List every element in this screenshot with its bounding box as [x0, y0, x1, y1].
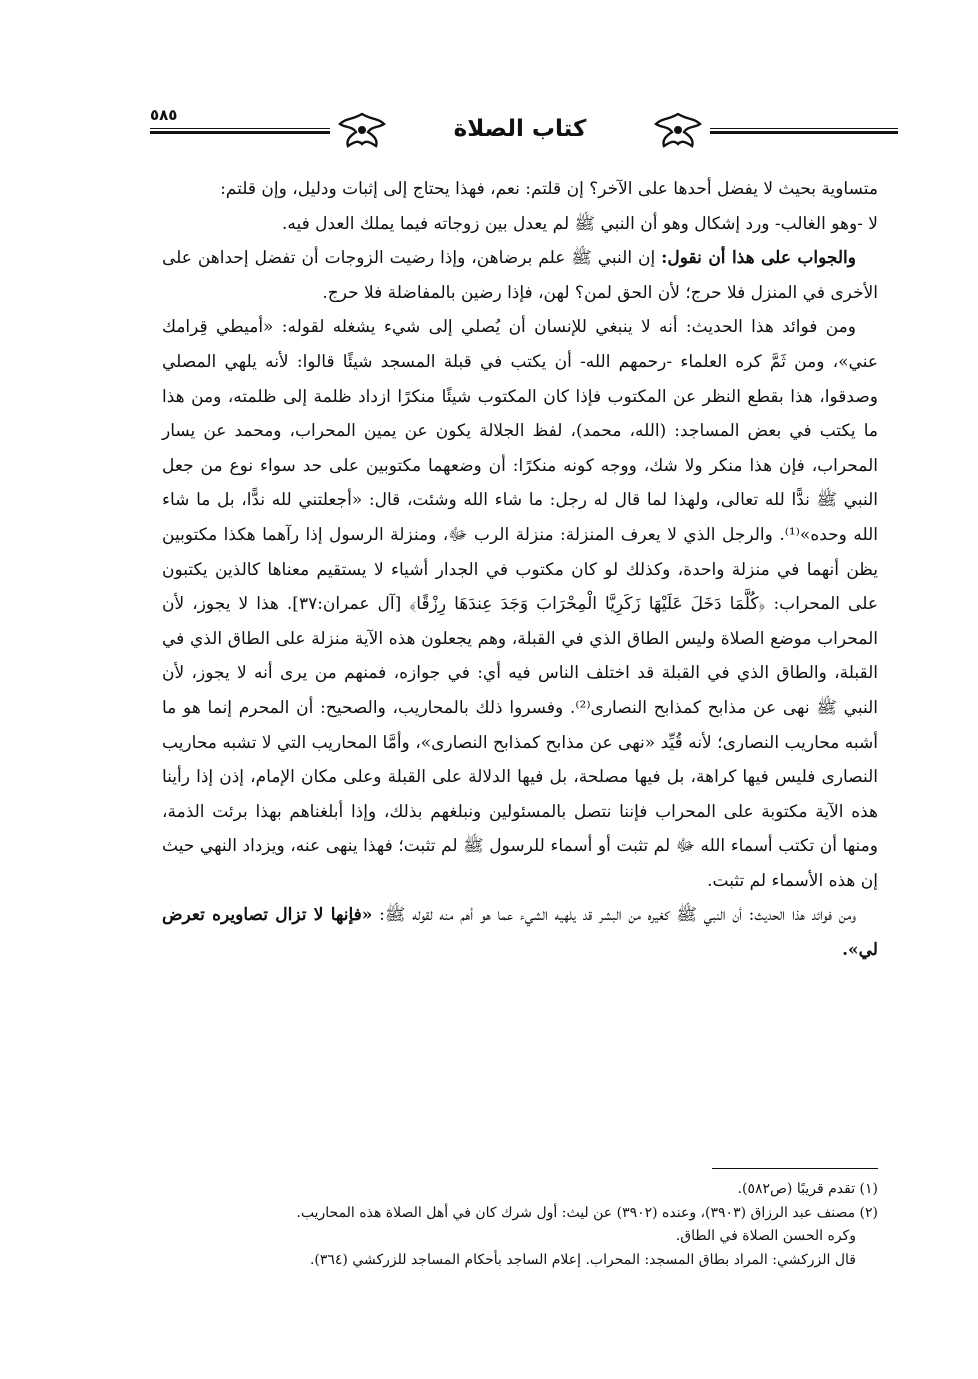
footnote-2: (٢) مصنف عبد الرزاق (٣٩٠٣)، وعنده (٣٩٠٢) عن ليث: أول شرك كان في أهل الصلاة هذه المحاريب.	[296, 1204, 878, 1221]
right-ornament-icon	[650, 110, 706, 150]
header-rule-right	[710, 131, 898, 134]
last-text: ومن فوائد هذا الحديث: أن النبي ﷺ كغيره من البشر قد يلهيه الشيء عما هو أهم منه لقوله ﷺ:	[372, 905, 857, 926]
header-rule-right-thin	[710, 128, 898, 129]
footnotes	[162, 1178, 878, 1272]
paragraph-line: متساوية بحيث لا يفضل أحدها على الآخر؟ إن قلتم: نعم، فهذا يحتاج إلى إثبات ودليل، وإن قلتم:	[220, 179, 878, 199]
footnote-2-continuation: قال الزركشي: المراد بطاق المسجد: المحراب. إعلام الساجد بأحكام المساجد للزركشي (٣٦٤).	[309, 1251, 856, 1268]
header-rule-left	[150, 131, 330, 134]
paragraph-last	[162, 898, 878, 967]
running-header	[150, 104, 898, 164]
page-number: ٥٨٥	[150, 106, 178, 124]
paragraph-line: لا -وهو الغالب- ورد إشكال وهو أن النبي ﷺ لم يعدل بين زوجاته فيما يملك العدل فيه.	[281, 213, 878, 234]
footnote-1: (١) تقدم قريبًا (ص٥٨٢).	[737, 1181, 878, 1197]
header-rule-left-thin	[150, 128, 330, 129]
paragraph-benefits: ومن فوائد هذا الحديث: أنه لا ينبغي للإنسان أن يُصلي إلى شيء يشغله لقوله: «أميطي قِرامك عني»، ومن ثَمَّ كره العلماء -رحمهم الله- أن يكتب في قبلة المسجد شيئًا قالوا: لأنه يلهي المصلي وصدقوا، هذا بقطع النظر عن المكتوب فإذا كان المكتوب شيئًا منكرًا ازداد ظلمة إلى ظلمته، ومن هذا ما يكتب في بعض المساجد: (الله، محمد)، لفظ الجلالة يكون عن يمين المحراب، ومحمد عن يسار المحراب، فإن هذا منكر ولا شك، ووجه كونه منكرًا: أن وضعهما مكتوبين على حد سواء نوع من جعل النبي ﷺ ندًّا لله تعالى، ولهذا لما قال له رجل: ما شاء الله وشئت، قال: «أجعلتني لله ندًّا، بل ما شاء الله وحده»⁽¹⁾. والرجل الذي لا يعرف المنزلة: منزلة الرب ﷻ، ومنزلة الرسول إذا رآهما هكذا مكتوبين يظن أنهما في منزلة واحدة، وكذلك لو كان مكتوب في الجدار أشياء لا يستقيم معناها كالذين يكتبون على المحراب: ﴿كُلَّمَا دَخَلَ عَلَيْهَا زَكَرِيَّا الْمِحْرَابَ وَجَدَ عِندَهَا رِزْقًا﴾ [آل عمران:٣٧]. هذا لا يجوز، لأن المحراب موضع الصلاة وليس الطاق الذي في القبلة، وهم يجعلون هذه الآية منزلة على الطاق الذي في القبلة، والطاق الذي في القبلة قد اختلف الناس فيه أي: في جوازه، فمنهم من يرى أنه لا يجوز، لأن النبي ﷺ نهى عن مذابح كمذابح النصارى⁽²⁾. وفسروا ذلك بالمحاريب، والصحيح: أن المحرم إنما هو ما أشبه محاريب النصارى؛ لأنه قُيِّد «نهى عن مذابح كمذابح النصارى»، وأمَّا المحاريب التي لا تشبه محاريب النصارى فليس فيها كراهة، بل فيها مصلحة، بل فيها الدلالة على القبلة وعلى مكان الإمام، إذن إذا رأينا هذه الآية مكتوبة على المحراب فإننا نتصل بالمسئولين ونبلغهم بذلك، وإذا أبلغناهم بهذا برئت الذمة، ومنها أن تكتب أسماء الله ﷻ لم تثبت أو أسماء للرسول ﷺ لم تثبت؛ فهذا ينهى عنه، ويزداد النهي حيث إن هذه الأسماء لم تثبت.	[162, 317, 878, 891]
left-ornament-icon	[334, 110, 390, 150]
body-text	[162, 172, 878, 968]
paragraph-answer	[162, 241, 878, 310]
answer-text: إن النبي ﷺ علم برضاهن، وإذا رضيت الزوجات أن تفضل إحداهن على الأخرى في المنزل فلا حرج؛ لأن الحق لمن؟ لهن، فإذا رضين بالمفاضلة فلا حرج.	[162, 248, 878, 303]
footnote-separator	[712, 1168, 878, 1169]
running-title: كتاب الصلاة	[453, 116, 587, 142]
footnote-2-continuation: وكره الحسن الصلاة في الطاق.	[675, 1228, 856, 1244]
answer-lead: والجواب على هذا أن نقول:	[661, 248, 856, 269]
hadith-quote: «فإنها لا تزال تصاويره تعرض لي».	[162, 905, 878, 961]
